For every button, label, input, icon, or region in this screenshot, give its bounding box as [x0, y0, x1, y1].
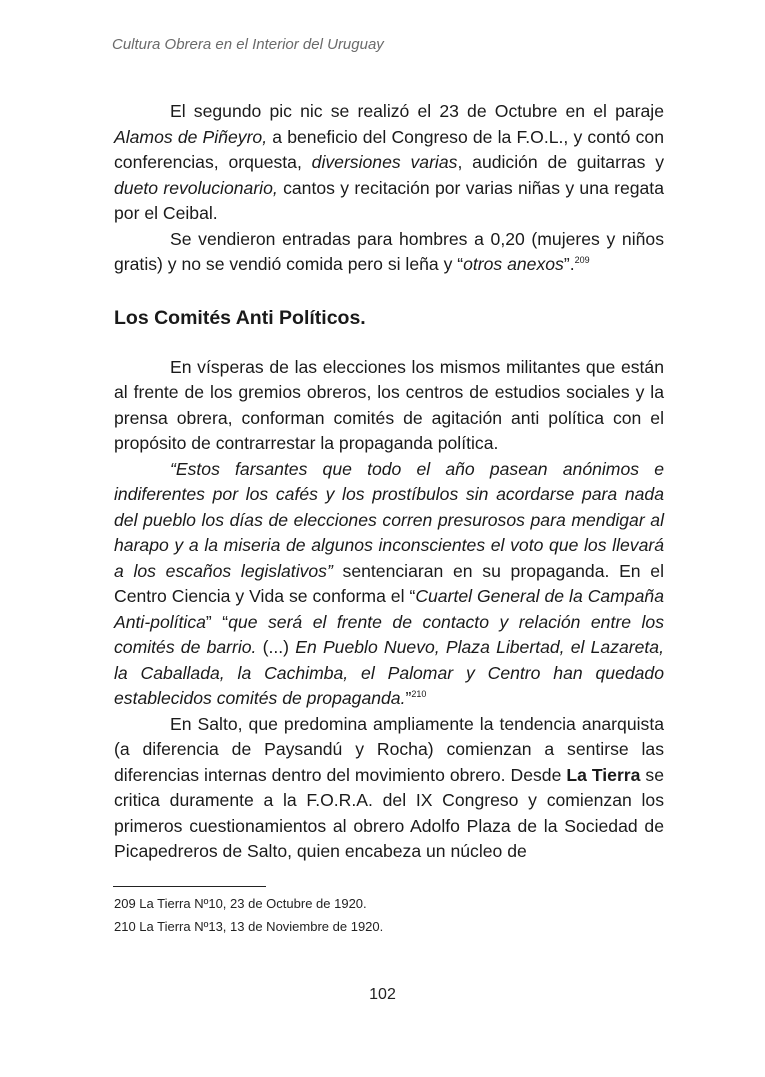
footnote-210: 210 La Tierra Nº13, 13 de Noviembre de 1920.	[114, 919, 384, 934]
paragraph-tickets	[114, 227, 664, 278]
text-run: , audición de guitarras y	[457, 152, 665, 172]
footnote-209: 209 La Tierra Nº10, 23 de Octubre de 1920.	[114, 896, 367, 911]
bold-run: La Tierra	[566, 764, 641, 785]
italic-run: que será el frente de contacto y relación entre los comités de barrio.	[114, 611, 664, 657]
text-run: ”	[405, 688, 412, 708]
page-number: 102	[369, 986, 396, 1003]
text-run: En vísperas de las elecciones los mismos militantes que están al frente de los gremios obreros, los centros de estudios sociales y la prensa obrera, conforman comités de agitación anti política con el propósito de contrarrestar la propaganda política.	[114, 356, 664, 453]
italic-run: “Estos farsantes que todo el año pasean anónimos e indiferentes por los cafés y los prostíbulos sin acordarse para nada del pueblo los días de elecciones corren presurosos para mendigar al harapo y a la miseria de algunos inconscientes el voto que los llevará a los escaños legislativos”	[114, 458, 664, 581]
italic-run: Cuartel General de la Campaña Anti-política	[114, 586, 664, 632]
italic-run: Alamos de Piñeyro,	[114, 126, 268, 147]
footnote-ref-210: 210	[411, 689, 427, 699]
text-run: sentenciaran en su propaganda. En el Centro Ciencia y Vida se conforma el “	[114, 560, 664, 606]
footnote-divider	[113, 886, 266, 887]
italic-run: dueto revolucionario,	[114, 177, 278, 198]
paragraph-picnic	[114, 99, 664, 227]
text-run: ” “	[205, 611, 229, 632]
text-run: ”.	[563, 254, 575, 274]
italic-run: otros anexos	[463, 254, 564, 274]
paragraph-salto	[114, 712, 664, 865]
text-run: a beneficio del Congreso de la F.O.L., y contó con conferencias, orquesta,	[114, 126, 664, 172]
text-run: En Salto, que predomina ampliamente la tendencia anarquista (a diferencia de Paysandú y Rocha) comienzan a sentirse las diferencias internas dentro del movimiento obrero. Desde	[114, 713, 664, 785]
running-header: Cultura Obrera en el Interior del Uruguay	[112, 36, 384, 53]
footnote-ref-209: 209	[574, 255, 590, 265]
italic-run: En Pueblo Nuevo, Plaza Libertad, el Lazareta, la Caballada, la Cachimba, el Palomar y Centro han quedado establecidos comités de propaganda.	[114, 637, 664, 708]
text-run: cantos y recitación por varias niñas y una regata por el Ceibal.	[114, 177, 664, 223]
body-text	[114, 99, 664, 865]
text-run: se critica duramente a la F.O.R.A. del IX Congreso y comienzan los primeros cuestionamientos al obrero Adolfo Plaza de la Sociedad de Picapedreros de Salto, quien encabeza un núcleo de	[114, 764, 664, 861]
italic-run: diversiones varias	[311, 152, 458, 172]
paragraph-quote	[114, 457, 664, 712]
paragraph-committees	[114, 355, 664, 457]
text-run: (...)	[256, 637, 296, 657]
text-run: Se vendieron entradas para hombres a 0,20 (mujeres y niños gratis) y no se vendió comida pero si leña y “	[114, 228, 664, 274]
section-heading: Los Comités Anti Políticos.	[114, 306, 366, 329]
text-run: El segundo pic nic se realizó el 23 de Octubre en el paraje	[170, 101, 664, 121]
footnotes	[114, 892, 383, 938]
